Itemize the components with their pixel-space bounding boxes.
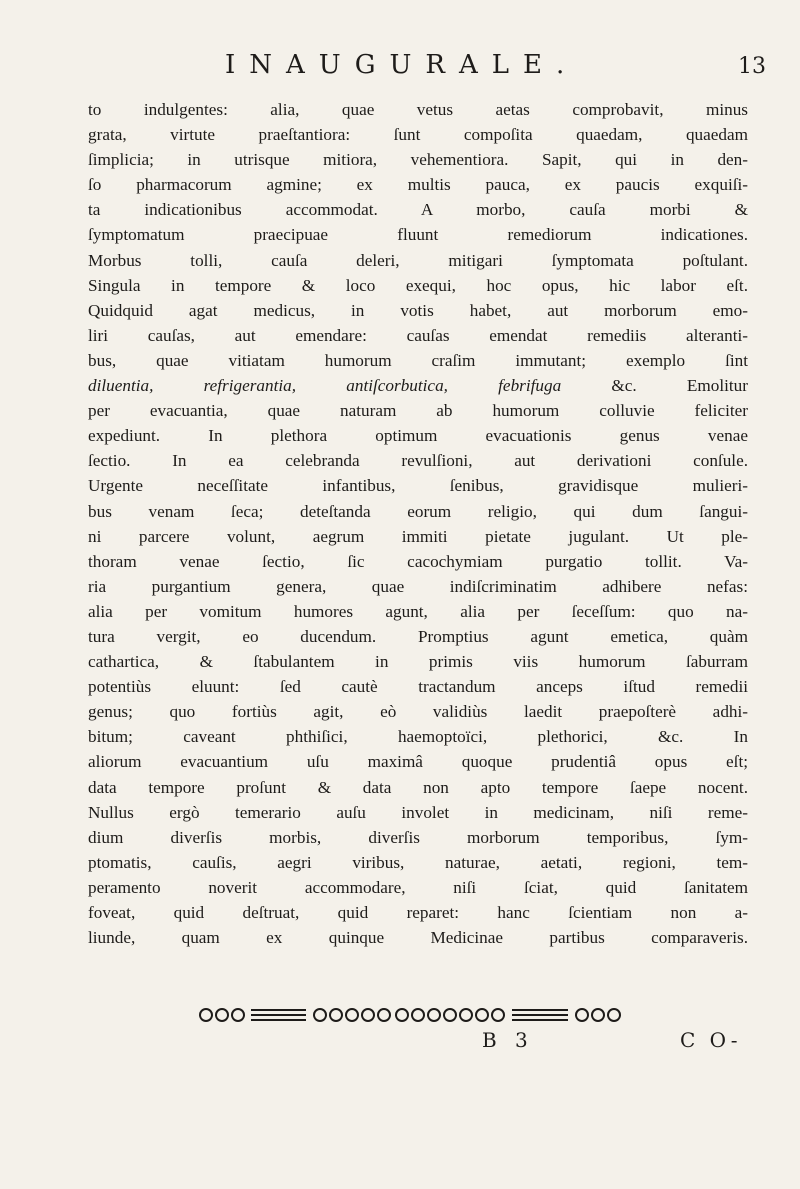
text-line: Quidquid agat medicus, in votis habet, aut morborum emo- — [88, 300, 748, 320]
text-line: alia per vomitum humores agunt, alia per ſeceſſum: quo na- — [88, 601, 748, 621]
text-line: grata, virtute praeſtantiora: ſunt compoſita quaedam, quaedam — [88, 125, 748, 145]
text-line: tura vergit, eo ducendum. Promptius agunt emetica, quàm — [88, 626, 748, 646]
text-line: ſimplicia; in utrisque mitiora, vehementiora. Sapit, qui in den- — [88, 150, 748, 170]
text-line: ſo pharmacorum agmine; ex multis pauca, ex paucis exquiſi- — [88, 175, 748, 195]
italic-terms: diluentia, refrigerantia, antiſcorbutica, febrifuga — [88, 376, 562, 396]
text-line: bus, quae vitiatam humorum craſim immutant; exemplo ſint — [88, 350, 748, 370]
text-line: cathartica, & ſtabulantem in primis viis humorum ſaburram — [88, 652, 748, 672]
text-line: bitum; caveant phthiſici, haemoptoïci, plethorici, &c. In — [88, 727, 748, 747]
text-line: liunde, quam ex quinque Medicinae partibus comparaveris. — [88, 928, 748, 948]
text-line: thoram venae ſectio, ſic cacochymiam purgatio tollit. Va- — [88, 551, 748, 571]
text-line: to indulgentes: alia, quae vetus aetas comprobavit, minus — [88, 100, 748, 119]
text-line: dium diverſis morbis, diverſis morborum temporibus, ſym- — [88, 827, 748, 847]
text-line: ſymptomatum praecipuae fluunt remediorum indicationes. — [88, 225, 748, 245]
text-line: ta indicationibus accommodat. A morbo, cauſa morbi & — [88, 200, 748, 220]
text-line: Morbus tolli, cauſa deleri, mitigari ſymptomata poſtulant. — [88, 250, 748, 270]
text-line: data tempore proſunt & data non apto tempore ſaepe nocent. — [88, 777, 748, 797]
text-line: genus; quo fortiùs agit, eò validiùs laedit praepoſterè adhi- — [88, 702, 748, 722]
text-line — [88, 373, 748, 398]
text-line: bus venam ſeca; deteſtanda eorum religio, qui dum ſangui- — [88, 501, 748, 521]
body-paragraph — [88, 97, 748, 950]
text-line: ptomatis, cauſis, aegri viribus, naturae, aetati, regioni, tem- — [88, 852, 748, 872]
page-number: 13 — [738, 54, 766, 79]
text-line: ria purgantium genera, quae indiſcriminatim adhibere nefas: — [88, 576, 748, 596]
ornament-divider-icon — [196, 1004, 626, 1026]
text-line: per evacuantia, quae naturam ab humorum colluvie feliciter — [88, 401, 748, 421]
text-line: liri cauſas, aut emendare: cauſas emendat remediis alteranti- — [88, 325, 748, 345]
text-line: Singula in tempore & loco exequi, hoc opus, hic labor eſt. — [88, 275, 748, 295]
text-line: foveat, quid deſtruat, quid reparet: hanc ſcientiam non a- — [88, 903, 748, 922]
text-line: Urgente neceſſitate infantibus, ſenibus, gravidisque mulieri- — [88, 476, 748, 496]
text-line: peramento noverit accommodare, niſi ſciat, quid ſanitatem — [88, 877, 748, 897]
catchword: C O- — [680, 1028, 742, 1052]
text-fragment: &c. Emolitur — [561, 376, 748, 396]
text-line: aliorum evacuantium uſu maximâ quoque prudentiâ opus eſt; — [88, 752, 748, 772]
text-line: ni parcere volunt, aegrum immiti pietate jugulant. Ut ple- — [88, 526, 748, 546]
text-line: ſectio. In ea celebranda revulſioni, aut derivationi conſule. — [88, 451, 748, 471]
text-line: Nullus ergò temerario auſu involet in medicinam, niſi reme- — [88, 802, 748, 822]
text-line: expediunt. In plethora optimum evacuationis genus venae — [88, 426, 748, 446]
running-title: INAUGURALE. — [225, 50, 579, 80]
text-line: potentiùs eluunt: ſed cautè tractandum anceps iſtud remedii — [88, 677, 748, 697]
signature-mark: B 3 — [482, 1028, 534, 1052]
